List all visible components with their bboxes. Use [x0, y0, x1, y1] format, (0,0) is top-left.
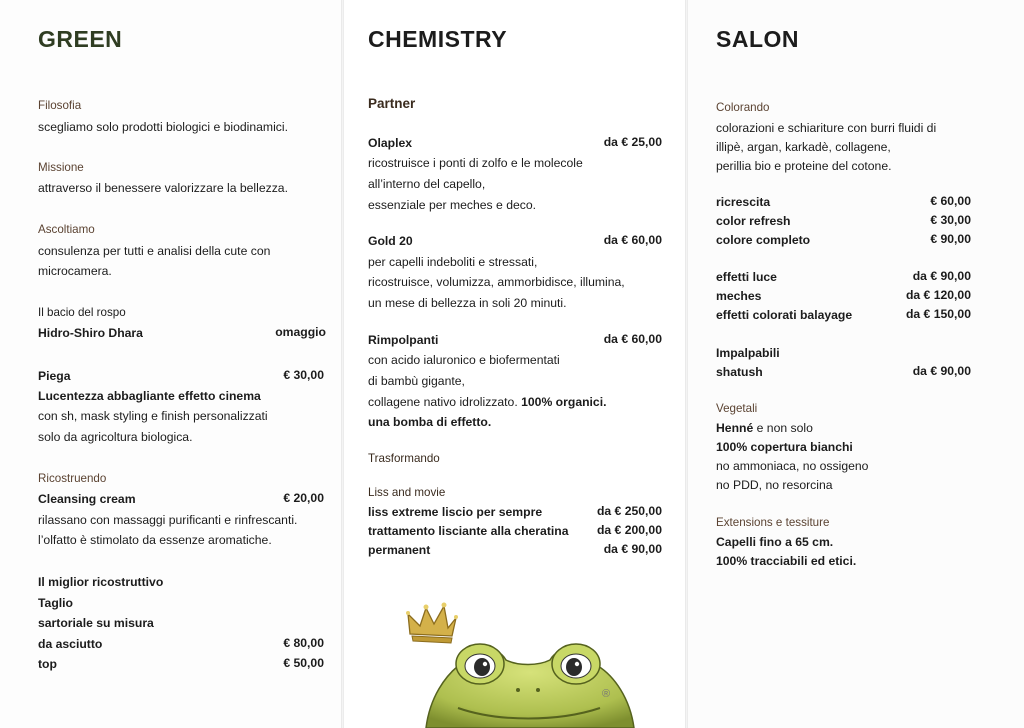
gold-name: Gold 20 — [368, 234, 413, 248]
group1-name: colore completo — [716, 233, 811, 247]
extensions-label: Extensions e tessiture — [716, 516, 830, 529]
henne-bold: Henné — [716, 421, 754, 435]
rimpolpanti-price: da € 60,00 — [603, 332, 662, 346]
liss-item-price: da € 90,00 — [603, 542, 662, 556]
group1-name: color refresh — [716, 214, 791, 228]
henne-line — [716, 420, 813, 436]
bacio-price: omaggio — [275, 325, 326, 339]
olaplex-price: da € 25,00 — [603, 135, 662, 149]
impalpabili-price: da € 90,00 — [912, 364, 971, 378]
rimpolpanti-line4: una bomba di effetto. — [368, 415, 492, 429]
olaplex-line: all’interno del capello, — [368, 177, 486, 191]
group2-price: da € 90,00 — [912, 269, 971, 283]
ascoltiamo-label: Ascoltiamo — [38, 223, 95, 236]
colorando-label: Colorando — [716, 101, 770, 114]
group2-price: da € 120,00 — [905, 288, 971, 302]
vegetali-line: no PDD, no resorcina — [716, 478, 833, 492]
bacio-item: Hidro-Shiro Dhara — [38, 326, 143, 340]
chemistry-title: CHEMISTRY — [368, 26, 508, 52]
miglior-line: sartoriale su misura — [38, 616, 154, 630]
missione-label: Missione — [38, 161, 84, 174]
liss-item-name: permanent — [368, 543, 431, 557]
miglior-line: Taglio — [38, 596, 73, 610]
miglior-item-price: € 80,00 — [283, 636, 324, 650]
rimpolpanti-name: Rimpolpanti — [368, 333, 439, 347]
salon-title: SALON — [716, 26, 799, 52]
piega-line: con sh, mask styling e finish personalizzati — [38, 409, 268, 423]
liss-item-name: trattamento lisciante alla cheratina — [368, 524, 569, 538]
rimpolpanti-line3 — [368, 394, 606, 410]
colorando-line: perillia bio e proteine del cotone. — [716, 159, 892, 173]
colorando-line: colorazioni e schiariture con burri fluidi di — [716, 121, 937, 135]
piega-price: € 30,00 — [283, 368, 324, 382]
gold-line: per capelli indeboliti e stressati, — [368, 255, 538, 269]
liss-item-price: da € 250,00 — [596, 504, 662, 518]
group1-name: ricrescita — [716, 195, 771, 209]
trasformando-label: Trasformando — [368, 452, 440, 465]
rimpolpanti-line: di bambù gigante, — [368, 374, 465, 388]
olaplex-line: essenziale per meches e deco. — [368, 198, 537, 212]
filosofia-label: Filosofia — [38, 99, 82, 112]
group1-price: € 30,00 — [930, 213, 971, 227]
ascoltiamo-line: consulenza per tutti e analisi della cute con — [38, 244, 271, 258]
miglior-item-name: da asciutto — [38, 637, 103, 651]
frog-illustration — [418, 636, 640, 728]
rimpolpanti-line: con acido ialuronico e biofermentati — [368, 353, 560, 367]
group1-price: € 60,00 — [930, 194, 971, 208]
miglior-item-price: € 50,00 — [283, 656, 324, 670]
group2-price: da € 150,00 — [905, 307, 971, 321]
gold-price: da € 60,00 — [603, 233, 662, 247]
colorando-line: illipè, argan, karkadè, collagene, — [716, 140, 891, 154]
olaplex-line: ricostruisce i ponti di zolfo e le molecole — [368, 156, 583, 170]
olaplex-name: Olaplex — [368, 136, 413, 150]
green-title: GREEN — [38, 26, 380, 53]
group2-name: effetti colorati balayage — [716, 308, 853, 322]
copertura-line: 100% copertura bianchi — [716, 440, 853, 454]
vegetali-label: Vegetali — [716, 402, 758, 415]
gold-line: ricostruisce, volumizza, ammorbidisce, illumina, — [368, 275, 625, 289]
missione-text: attraverso il benessere valorizzare la bellezza. — [38, 181, 288, 195]
piega-line: solo da agricoltura biologica. — [38, 430, 193, 444]
group1-price: € 90,00 — [930, 232, 971, 246]
liss-item-price: da € 200,00 — [596, 523, 662, 537]
filosofia-text: scegliamo solo prodotti biologici e biodinamici. — [38, 120, 288, 134]
registered-mark: ® — [602, 688, 611, 700]
ascoltiamo-line: microcamera. — [38, 264, 112, 278]
ricostruendo-label: Ricostruendo — [38, 472, 107, 485]
ricostruendo-price: € 20,00 — [283, 491, 324, 505]
group2-name: effetti luce — [716, 270, 777, 284]
ricostruendo-item: Cleansing cream — [38, 492, 136, 506]
rimpolpanti-organic: 100% organici. — [521, 395, 607, 409]
piega-line: Lucentezza abbagliante effetto cinema — [38, 389, 261, 403]
ricostruendo-line: rilassano con massaggi purificanti e rinfrescanti. — [38, 513, 298, 527]
henne-rest: e non solo — [753, 421, 813, 435]
impalpabili-name: Impalpabili — [716, 346, 780, 360]
miglior-line: Il miglior ricostruttivo — [38, 575, 164, 589]
extensions-line: 100% tracciabili ed etici. — [716, 554, 857, 568]
partner-heading: Partner — [368, 96, 416, 111]
impalpabili-item: shatush — [716, 365, 763, 379]
piega-name: Piega — [38, 369, 71, 383]
miglior-item-name: top — [38, 657, 57, 671]
ricostruendo-line: l’olfatto è stimolato da essenze aromatiche. — [38, 533, 272, 547]
liss-item-name: liss extreme liscio per sempre — [368, 505, 543, 519]
extensions-line: Capelli fino a 65 cm. — [716, 535, 834, 549]
bacio-label: Il bacio del rospo — [38, 306, 126, 319]
group2-name: meches — [716, 289, 762, 303]
vegetali-line: no ammoniaca, no ossigeno — [716, 459, 869, 473]
rimpolpanti-line3-text: collagene nativo idrolizzato. — [368, 395, 518, 409]
liss-label: Liss and movie — [368, 486, 446, 499]
gold-line: un mese di bellezza in soli 20 minuti. — [368, 296, 567, 310]
